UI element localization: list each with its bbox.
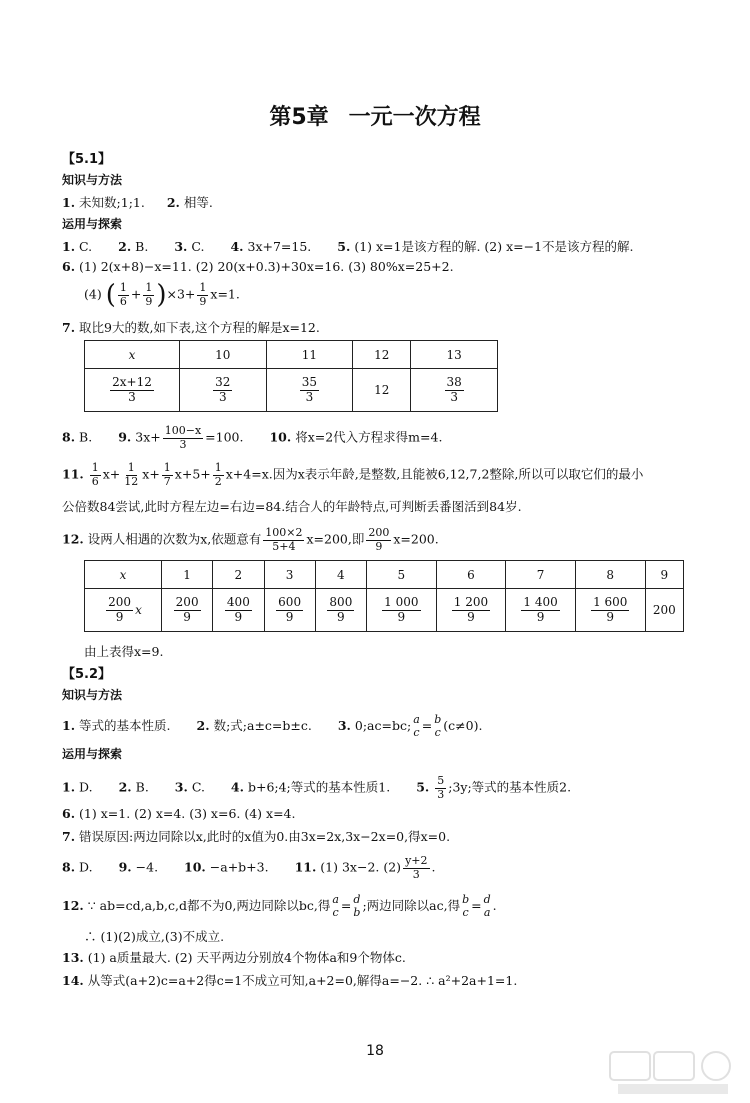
section-5-2-heading: 【5.2】 <box>62 667 112 682</box>
answer-line: 12. ∵ ab=cd,a,b,c,d都不为0,两边同除以bc,得 a c = d b ;两边同除以ac,得 b c = d a . <box>62 893 497 919</box>
table-cell: 7 <box>506 561 576 589</box>
table-cell: 9 <box>645 561 683 589</box>
table-cell: $\frac{35}{3}$ <box>266 369 353 412</box>
table-cell: 8 <box>575 561 645 589</box>
section-knowledge-heading: 知识与方法 <box>62 688 123 702</box>
table-cell: $\frac{2x+12}{3}$ <box>85 369 180 412</box>
table-cell: x <box>85 561 162 589</box>
answer-line: 6. (1) x=1. (2) x=4. (3) x=6. (4) x=4. <box>62 806 296 821</box>
table-cell: $\frac{800}{9}$ <box>315 589 366 632</box>
answer-line: 7. 错误原因:两边同除以x,此时的x值为0.由3x=2x,3x−2x=0,得x=0. <box>62 829 451 844</box>
table-cell: $\frac{1 200}{9}$ <box>436 589 506 632</box>
answer-line: 13. (1) a质量最大. (2) 天平两边分别放4个物体a和9个物体c. <box>62 950 406 965</box>
table-cell: 10 <box>180 341 267 369</box>
answer-line: 1. 未知数;1;1. 2. 相等. <box>62 195 213 210</box>
table-cell: $\frac{200}{9}$ <box>162 589 213 632</box>
table-cell: 5 <box>367 561 437 589</box>
section-apply-heading: 运用与探索 <box>62 217 123 231</box>
answer-line: 7. 取比9大的数,如下表,这个方程的解是x=12. <box>62 320 320 335</box>
table-cell: 6 <box>436 561 506 589</box>
answer-line: 6. (1) 2(x+8)−x=11. (2) 20(x+0.3)+30x=16. (3) 80%x=25+2. <box>62 259 454 274</box>
table-cell: 1 <box>162 561 213 589</box>
table-cell: $\frac{200}{9}$ x <box>85 589 162 632</box>
section-5-1-heading: 【5.1】 <box>62 152 112 167</box>
table-cell: $\frac{1 600}{9}$ <box>575 589 645 632</box>
table-q12 <box>84 560 684 632</box>
answer-line: 8. B. 9. 3x+ $\frac{100-x}{3}$ =100. 10. 将x=2代入方程求得m=4. <box>62 424 443 451</box>
table-cell: $\frac{1 000}{9}$ <box>367 589 437 632</box>
table-cell: $\frac{400}{9}$ <box>213 589 264 632</box>
watermark-logo-icon <box>608 1050 738 1098</box>
table-cell: 12 <box>353 369 411 412</box>
answer-line: 由上表得x=9. <box>84 644 164 659</box>
answer-line: (4) ( $\frac{1}{6}$ + $\frac{1}{9}$ )×3+ $\frac{1}{9}$ x=1. <box>84 280 240 310</box>
answer-line: 1. C. 2. B. 3. C. 4. 3x+7=15. 5. (1) x=1是该方程的解. (2) x=−1不是该方程的解. <box>62 239 634 254</box>
table-cell: $\frac{38}{3}$ <box>411 369 498 412</box>
answer-line: 14. 从等式(a+2)c=a+2得c=1不成立可知,a+2=0,解得a=−2. ∴ a²+2a+1=1. <box>62 973 518 988</box>
answer-line: 1. D. 2. B. 3. C. 4. b+6;4;等式的基本性质1. 5. $\frac{5}{3}$ ;3y;等式的基本性质2. <box>62 774 572 801</box>
answer-line: ∴ (1)(2)成立,(3)不成立. <box>84 929 225 944</box>
table-cell: 2 <box>213 561 264 589</box>
section-apply-heading: 运用与探索 <box>62 747 123 761</box>
table-cell: 200 <box>645 589 683 632</box>
table-cell: 13 <box>411 341 498 369</box>
table-cell: 4 <box>315 561 366 589</box>
page-number: 18 <box>366 1043 384 1059</box>
answer-line: 1. 等式的基本性质. 2. 数;式;a±c=b±c. 3. 0;ac=bc; a c = b c (c≠0). <box>62 713 483 739</box>
table-cell: x <box>85 341 180 369</box>
answer-line: 12. 设两人相遇的次数为x,依题意有 $\frac{100\times 2}{5+4}$ x=200,即 $\frac{200}{9}$ x=200. <box>62 526 439 553</box>
page-title: 第5章 一元一次方程 <box>269 105 481 130</box>
table-q7 <box>84 340 498 412</box>
answer-line: 11. $\frac{1}{6}$ x+ $\frac{1}{12}$ x+ $\frac{1}{7}$ x+5+ $\frac{1}{2}$ x+4=x.因为x表示年龄,是整数,且能被6,12,7,2整除,所以可以取它们的最小 <box>62 461 644 488</box>
table-cell: $\frac{32}{3}$ <box>180 369 267 412</box>
answer-line: 8. D. 9. −4. 10. −a+b+3. 11. (1) 3x−2. (2) $\frac{y+2}{3}$ . <box>62 854 436 881</box>
table-cell: 12 <box>353 341 411 369</box>
table-cell: 11 <box>266 341 353 369</box>
answer-line: 公倍数84尝试,此时方程左边=右边=84.结合人的年龄特点,可判断丢番图活到84岁. <box>62 499 522 514</box>
table-cell: $\frac{600}{9}$ <box>264 589 315 632</box>
table-cell: $\frac{1 400}{9}$ <box>506 589 576 632</box>
section-knowledge-heading: 知识与方法 <box>62 173 123 187</box>
table-cell: 3 <box>264 561 315 589</box>
